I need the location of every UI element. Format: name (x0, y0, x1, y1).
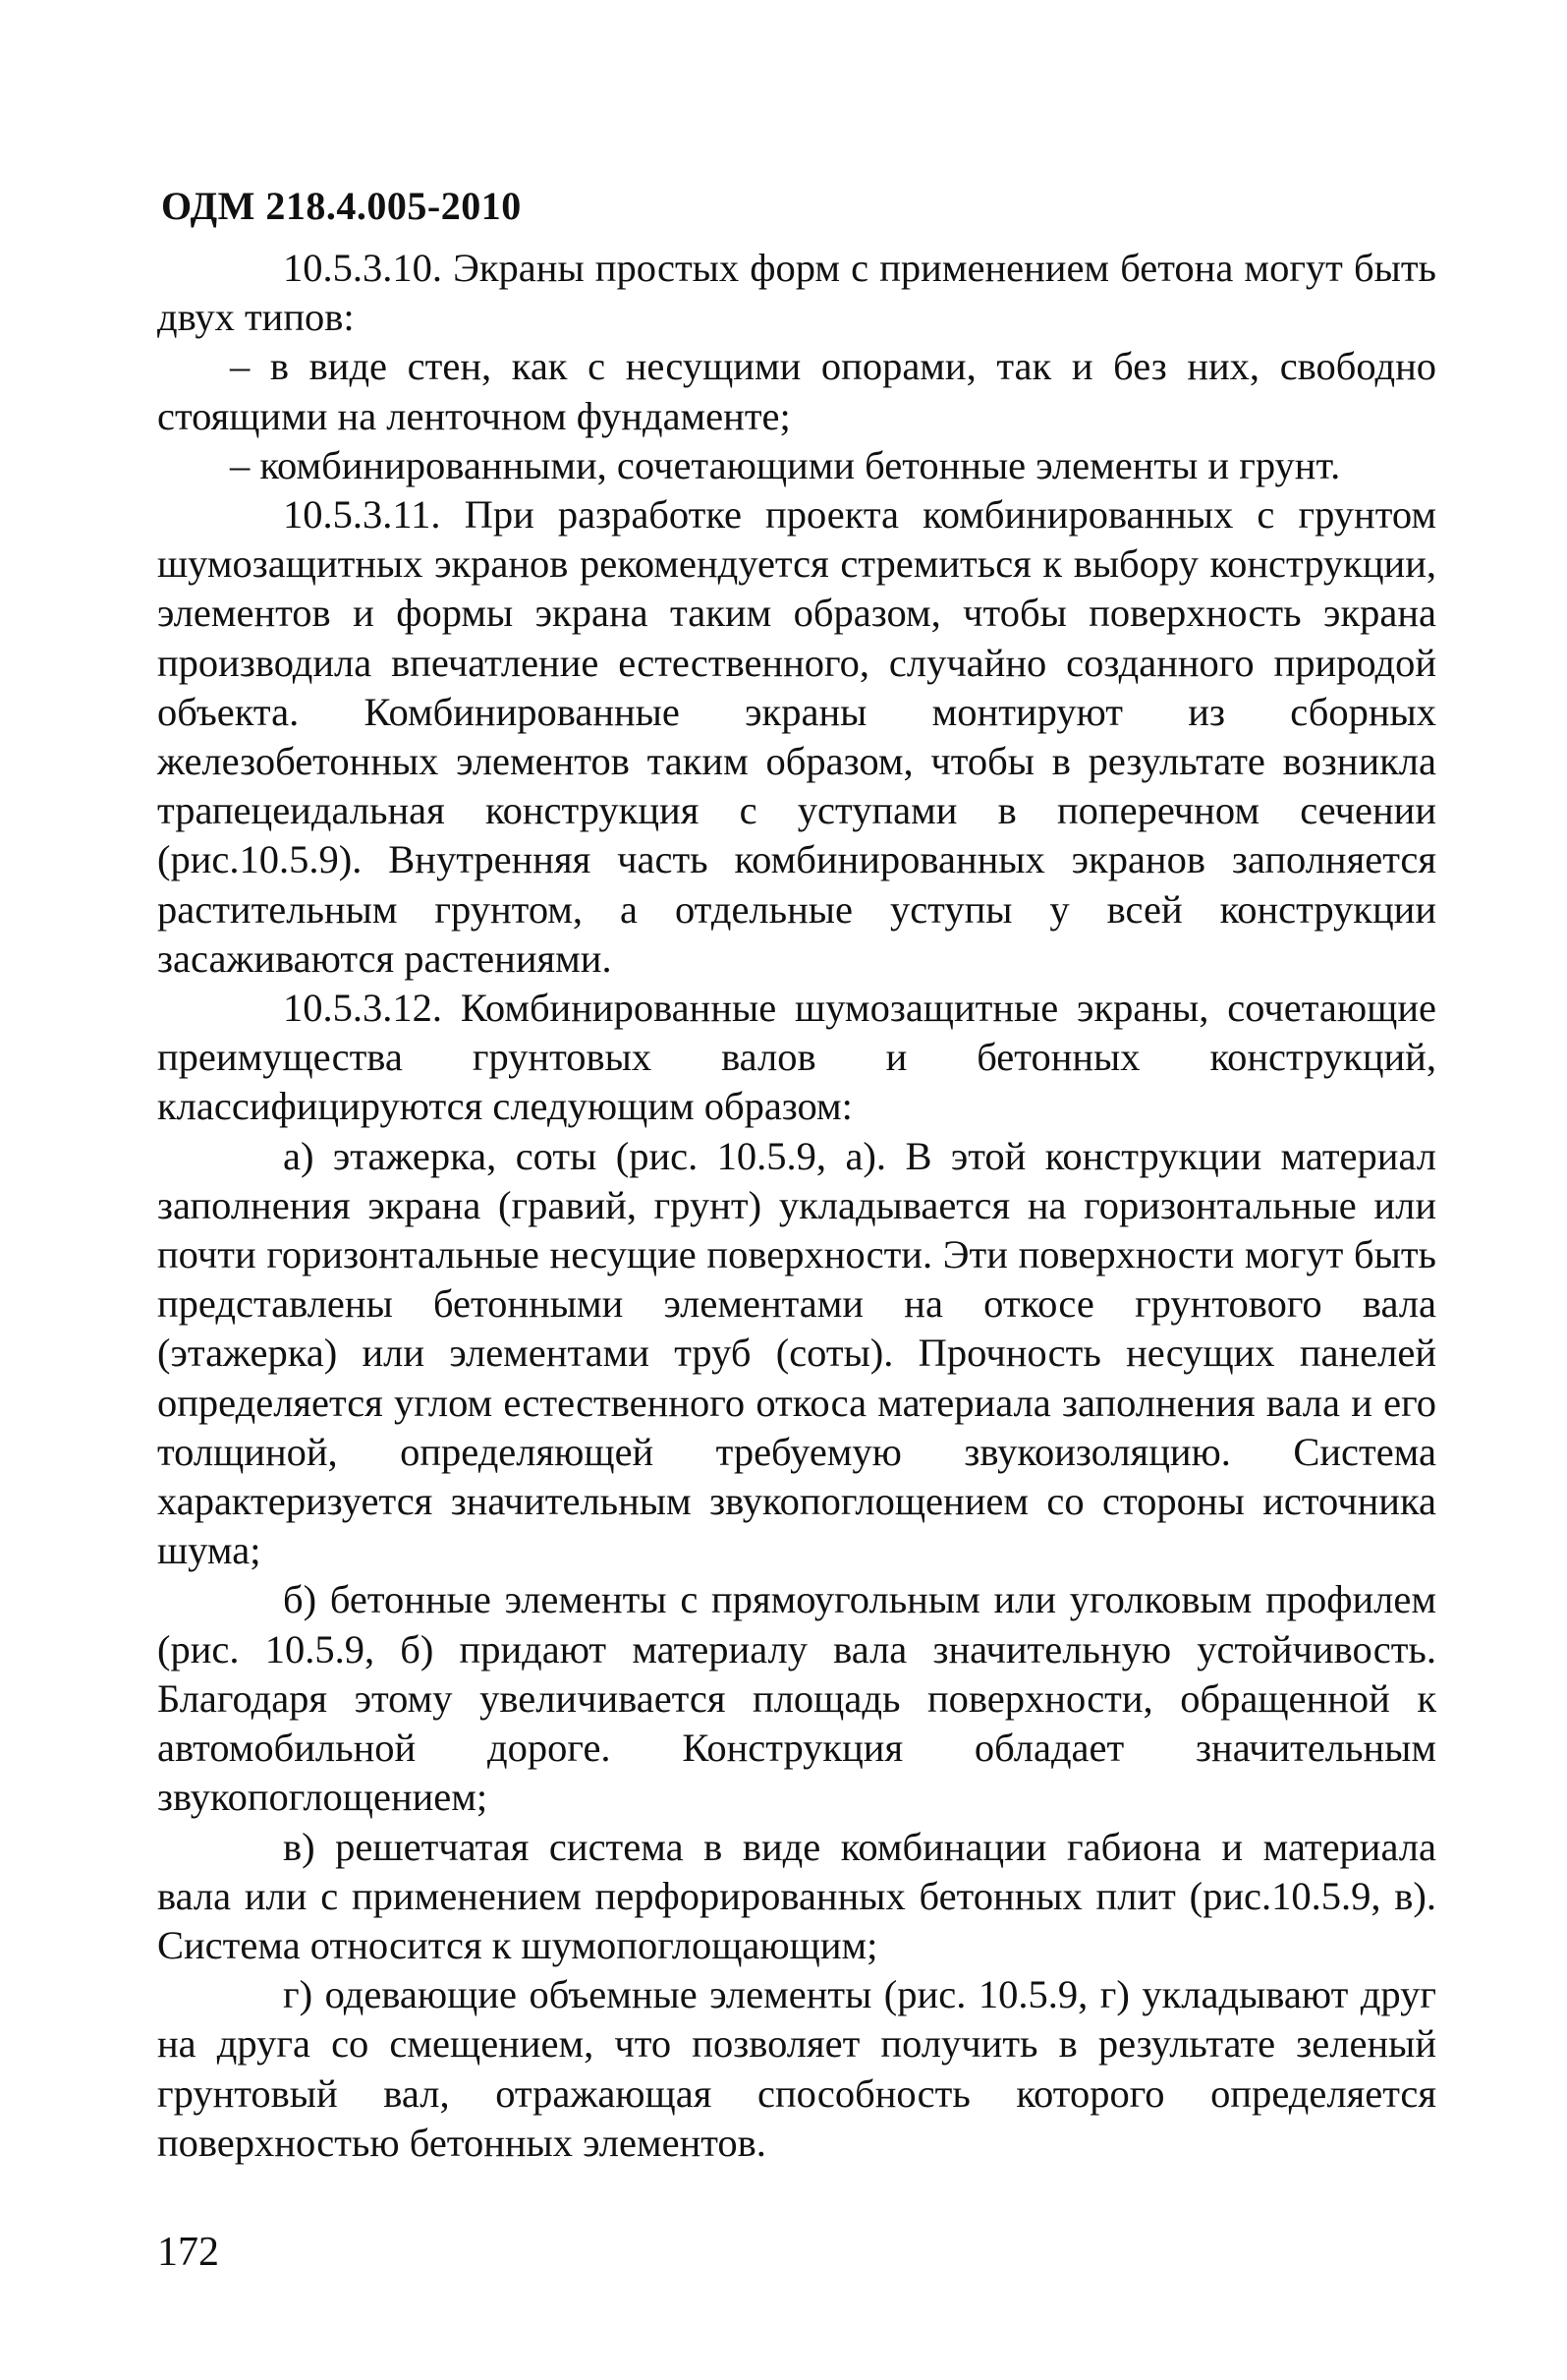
page-number: 172 (157, 2230, 219, 2275)
paragraph-10-5-3-10: 10.5.3.10. Экраны простых форм с применением бетона могут быть двух типов: (157, 246, 1436, 340)
list-item-combined: – комбинированными, сочетающими бетонные элементы и грунт. (230, 442, 1341, 487)
paragraph-10-5-3-12: 10.5.3.12. Комбинированные шумозащитные экраны, сочетающие преимущества грунтовых валов и бетонных конструкций, классифицируются следующим образом: (157, 986, 1436, 1129)
list-item-g: г) одевающие объемные элементы (рис. 10.5.9, г) укладывают друг на друга со смещением, что позволяет получить в результате зеленый грунтовый вал, отражающая способность которого определяется поверхностью бетонных элементов. (157, 1972, 1436, 2165)
paragraph-10-5-3-11: 10.5.3.11. При разработке проекта комбинированных с грунтом шумозащитных экранов рекомендуется стремиться к выбору конструкции, элементов и формы экрана таким образом, чтобы поверхность экрана производила впечатление естественного, случайно созданного природой объекта. Комбинированные экраны монтируют из сборных железобетонных элементов таким образом, чтобы в результате возникла трапецеидальная конструкция с уступами в поперечном сечении (рис.10.5.9). Внутренняя часть комбинированных экранов заполняется растительным грунтом, а отдельные уступы у всей конструкции засаживаются растениями. (157, 492, 1436, 981)
document-code-header: ОДМ 218.4.005-2010 (161, 184, 522, 228)
list-item-walls: – в виде стен, как с несущими опорами, так и без них, свободно стоящими на ленточном фундаменте; (157, 344, 1436, 438)
list-item-a: а) этажерка, соты (рис. 10.5.9, а). В этой конструкции материал заполнения экрана (гравий, грунт) укладывается на горизонтальные или почти горизонтальные несущие поверхности. Эти поверхности могут быть представлены бетонными элементами на откосе грунтового вала (этажерка) или элементами труб (соты). Прочность несущих панелей определяется углом естественного откоса материала заполнения вала и его толщиной, определяющей требуемую звукоизоляцию. Система характеризуется значительным звукопоглощением со стороны источника шума; (157, 1133, 1436, 1573)
list-item-b: б) бетонные элементы с прямоугольным или уголковым профилем (рис. 10.5.9, б) придают материалу вала значительную устойчивость. Благодаря этому увеличивается площадь поверхности, обращенной к автомобильной дороге. Конструкция обладает значительным звукопоглощением; (157, 1577, 1436, 1820)
list-item-v: в) решетчатая система в виде комбинации габиона и материала вала или с применением перфорированных бетонных плит (рис.10.5.9, в). Система относится к шумопоглощающим; (157, 1824, 1436, 1967)
body-text (157, 244, 1436, 2168)
